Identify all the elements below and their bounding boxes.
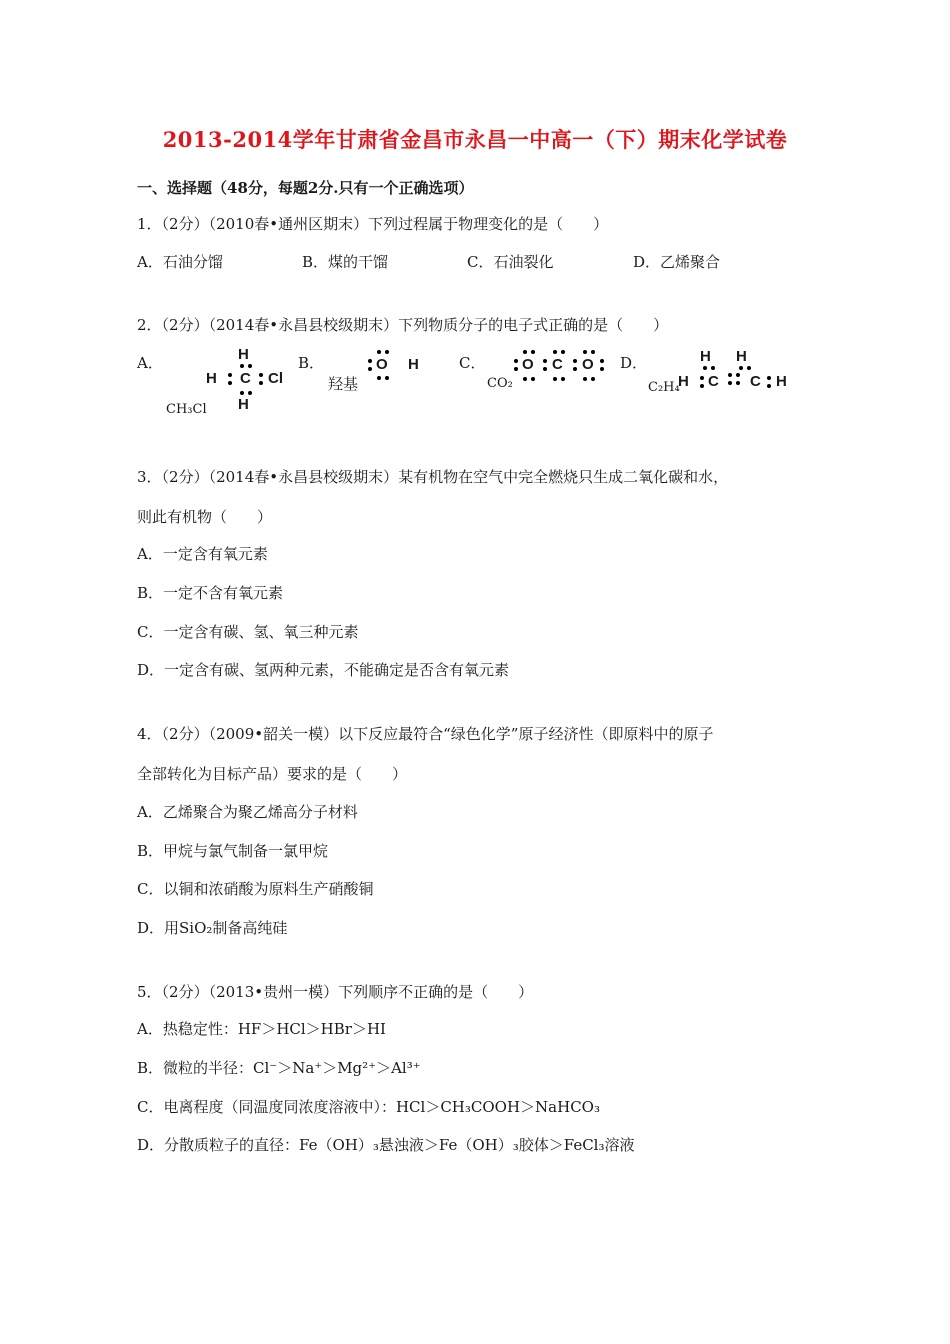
electron-dot [711, 366, 715, 370]
atom: H [408, 356, 419, 373]
section-heading: 一、选择题（48分，每题2分.只有一个正确选项） [137, 179, 474, 197]
electron-dot [377, 350, 381, 354]
q1-option-a: A．石油分馏 [137, 253, 223, 271]
q3-option-d: D．一定含有碳、氢两种元素，不能确定是否含有氧元素 [137, 661, 510, 679]
electron-dot [703, 366, 707, 370]
q2-label-c: C． [459, 354, 486, 372]
atom: H [700, 348, 711, 365]
electron-dot [553, 377, 557, 381]
electron-dot [368, 367, 372, 371]
atom: C [240, 370, 251, 387]
q2-label-b: B． [298, 354, 325, 372]
atom: C [750, 373, 761, 390]
electron-dot [543, 367, 547, 371]
electron-dot [543, 359, 547, 363]
electron-dot [736, 381, 740, 385]
q2-caption-d: C₂H₄ [648, 380, 680, 395]
question-3-stem-line-1: 3．（2分）（2014春•永昌县校级期末）某有机物在空气中完全燃烧只生成二氧化碳和水， [137, 468, 729, 486]
electron-dot [259, 381, 263, 385]
electron-dot [583, 377, 587, 381]
question-4-stem-line-2: 全部转化为目标产品）要求的是（ ） [137, 765, 408, 783]
question-1-stem: 1．（2分）（2010春•通州区期末）下列过程属于物理变化的是（ ） [137, 215, 609, 233]
electron-dot [600, 367, 604, 371]
electron-dot [259, 373, 263, 377]
electron-dot [591, 350, 595, 354]
q2-caption-a: CH₃Cl [166, 402, 207, 417]
electron-dot [368, 359, 372, 363]
q4-option-d: D．用SiO₂制备高纯硅 [137, 919, 288, 937]
q1-option-d: D．乙烯聚合 [633, 253, 721, 271]
q4-option-a: A．乙烯聚合为聚乙烯高分子材料 [137, 803, 358, 821]
q1-option-b: B．煤的干馏 [302, 253, 389, 271]
atom: Cl [268, 370, 283, 387]
atom: H [776, 373, 787, 390]
atom: C [552, 356, 563, 373]
electron-dot [739, 366, 743, 370]
q4-option-c: C．以铜和浓硝酸为原料生产硝酸铜 [137, 880, 374, 898]
electron-dot [600, 359, 604, 363]
electron-dot [700, 376, 704, 380]
q3-option-c: C．一定含有碳、氢、氧三种元素 [137, 623, 359, 641]
atom: O [376, 356, 388, 373]
electron-dot [583, 350, 587, 354]
atom: H [238, 346, 249, 363]
q5-option-c: C．电离程度（同温度同浓度溶液中）：HCl＞CH₃COOH＞NaHCO₃ [137, 1098, 600, 1116]
electron-dot [228, 381, 232, 385]
atom: H [206, 370, 217, 387]
electron-dot [385, 350, 389, 354]
question-2-stem: 2．（2分）（2014春•永昌县校级期末）下列物质分子的电子式正确的是（ ） [137, 316, 669, 334]
electron-dot [377, 376, 381, 380]
electron-dot [240, 364, 244, 368]
electron-dot [561, 350, 565, 354]
q2-caption-b: 羟基 [328, 375, 359, 393]
electron-dot [523, 377, 527, 381]
electron-dot [248, 364, 252, 368]
electron-dot [240, 391, 244, 395]
question-5-stem: 5．（2分）（2013•贵州一模）下列顺序不正确的是（ ） [137, 983, 534, 1001]
atom: C [708, 373, 719, 390]
electron-dot [561, 377, 565, 381]
atom: O [522, 356, 534, 373]
electron-dot [531, 350, 535, 354]
q2-label-a: A． [137, 354, 163, 372]
q1-option-c: C．石油裂化 [467, 253, 554, 271]
q3-option-a: A．一定含有氧元素 [137, 545, 268, 563]
electron-dot [700, 384, 704, 388]
electron-dot [728, 381, 732, 385]
electron-dot [514, 367, 518, 371]
q2-caption-c: CO₂ [487, 376, 513, 391]
electron-dot [573, 367, 577, 371]
electron-dot [736, 373, 740, 377]
q4-option-b: B．甲烷与氯气制备一氯甲烷 [137, 842, 329, 860]
electron-dot [248, 391, 252, 395]
atom: H [678, 373, 689, 390]
electron-dot [728, 373, 732, 377]
question-3-stem-line-2: 则此有机物（ ） [137, 508, 273, 526]
page-title: 2013-2014学年甘肃省金昌市永昌一中高一（下）期末化学试卷 [162, 127, 788, 152]
electron-dot [514, 359, 518, 363]
electron-dot [228, 373, 232, 377]
q5-option-d: D．分散质粒子的直径：Fe（OH）₃悬浊液＞Fe（OH）₃胶体＞FeCl₃溶液 [137, 1136, 635, 1154]
atom: H [736, 348, 747, 365]
atom: H [238, 396, 249, 413]
q5-option-b: B．微粒的半径：Cl⁻＞Na⁺＞Mg²⁺＞Al³⁺ [137, 1059, 421, 1077]
q5-option-a: A．热稳定性：HF＞HCl＞HBr＞HI [137, 1020, 386, 1038]
electron-dot [747, 366, 751, 370]
electron-dot [523, 350, 527, 354]
electron-dot [767, 384, 771, 388]
electron-dot [531, 377, 535, 381]
electron-dot [573, 359, 577, 363]
q2-label-d: D． [620, 354, 648, 372]
electron-dot [767, 376, 771, 380]
question-4-stem-line-1: 4．（2分）（2009•韶关一模）以下反应最符合“绿色化学”原子经济性（即原料中的原子 [137, 725, 714, 743]
atom: O [582, 356, 594, 373]
electron-dot [553, 350, 557, 354]
electron-dot [385, 376, 389, 380]
q3-option-b: B．一定不含有氧元素 [137, 584, 284, 602]
electron-dot [591, 377, 595, 381]
